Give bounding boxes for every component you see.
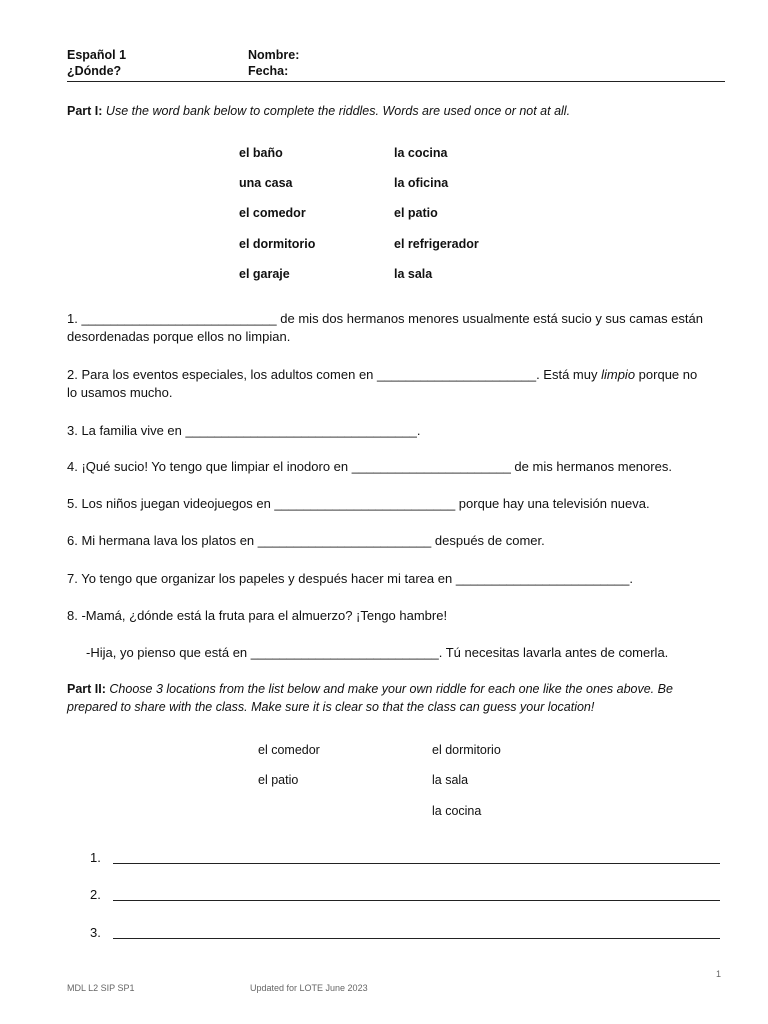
location-item: la sala <box>432 773 469 787</box>
riddle-1-line-2: desordenadas porque ellos no limpian. <box>67 329 291 344</box>
word-bank-item: la cocina <box>394 146 448 160</box>
part1-label: Part I: <box>67 104 103 118</box>
part1-instructions <box>67 102 570 120</box>
answer-line-2[interactable] <box>113 900 720 901</box>
header-rule <box>67 81 725 82</box>
page-number: 1 <box>716 969 722 979</box>
word-bank-item: la sala <box>394 267 433 281</box>
part2-label: Part II: <box>67 682 106 696</box>
riddle-5: 5. Los niños juegan videojuegos en _________________________ porque hay una televisión nueva. <box>67 496 650 511</box>
riddle-8-answer: -Hija, yo pienso que está en __________________________. Tú necesitas lavarla antes de comerla. <box>86 645 669 660</box>
word-bank-item: el baño <box>239 146 283 160</box>
riddle-2-text: 2. Para los eventos especiales, los adultos comen en ______________________. Está muy <box>67 367 602 382</box>
answer-line-1[interactable] <box>113 863 720 864</box>
riddle-1-line-1: 1. ___________________________ de mis dos hermanos menores usualmente está sucio y sus camas están <box>67 311 703 326</box>
answer-number-2: 2. <box>90 887 101 902</box>
riddle-2-tail: porque no <box>635 367 698 382</box>
word-bank-item: el garaje <box>239 267 290 281</box>
riddle-3: 3. La familia vive en ________________________________. <box>67 423 421 438</box>
date-label: Fecha: <box>248 64 289 78</box>
answer-line-3[interactable] <box>113 938 720 939</box>
topic-title: ¿Dónde? <box>67 64 122 78</box>
location-item: el dormitorio <box>432 743 501 757</box>
answer-number-3: 3. <box>90 925 101 940</box>
answer-number-1: 1. <box>90 850 101 865</box>
word-bank-item: una casa <box>239 176 293 190</box>
name-label: Nombre: <box>248 48 300 62</box>
riddle-6: 6. Mi hermana lava los platos en ________________________ después de comer. <box>67 533 545 548</box>
part2-instruction-text: Choose 3 locations from the list below and make your own riddle for each one like the ones above. Be <box>109 682 673 696</box>
word-bank-item: la oficina <box>394 176 449 190</box>
word-bank-item: el dormitorio <box>239 237 316 251</box>
word-bank-item: el patio <box>394 206 438 220</box>
part2-instructions-line-1 <box>67 680 673 698</box>
part1-instruction-text: Use the word bank below to complete the riddles. Words are used once or not at all. <box>105 104 571 118</box>
footer-code: MDL L2 SIP SP1 <box>67 983 135 993</box>
word-bank-item: el comedor <box>239 206 306 220</box>
location-item: el comedor <box>258 743 320 757</box>
course-title: Español 1 <box>67 48 127 62</box>
location-item: el patio <box>258 773 299 787</box>
riddle-8-question: 8. -Mamá, ¿dónde está la fruta para el almuerzo? ¡Tengo hambre! <box>67 608 448 623</box>
riddle-2-line-2: lo usamos mucho. <box>67 385 173 400</box>
part2-instructions-line-2: prepared to share with the class. Make sure it is clear so that the class can guess your location! <box>67 700 595 714</box>
riddle-7: 7. Yo tengo que organizar los papeles y después hacer mi tarea en ________________________. <box>67 571 633 586</box>
location-item: la cocina <box>432 804 482 818</box>
riddle-4: 4. ¡Qué sucio! Yo tengo que limpiar el inodoro en ______________________ de mis hermanos menores. <box>67 459 672 474</box>
riddle-2-emphasis: limpio <box>601 367 636 382</box>
footer-updated: Updated for LOTE June 2023 <box>250 983 368 993</box>
word-bank-item: el refrigerador <box>394 237 479 251</box>
riddle-2-line-1 <box>67 366 697 384</box>
